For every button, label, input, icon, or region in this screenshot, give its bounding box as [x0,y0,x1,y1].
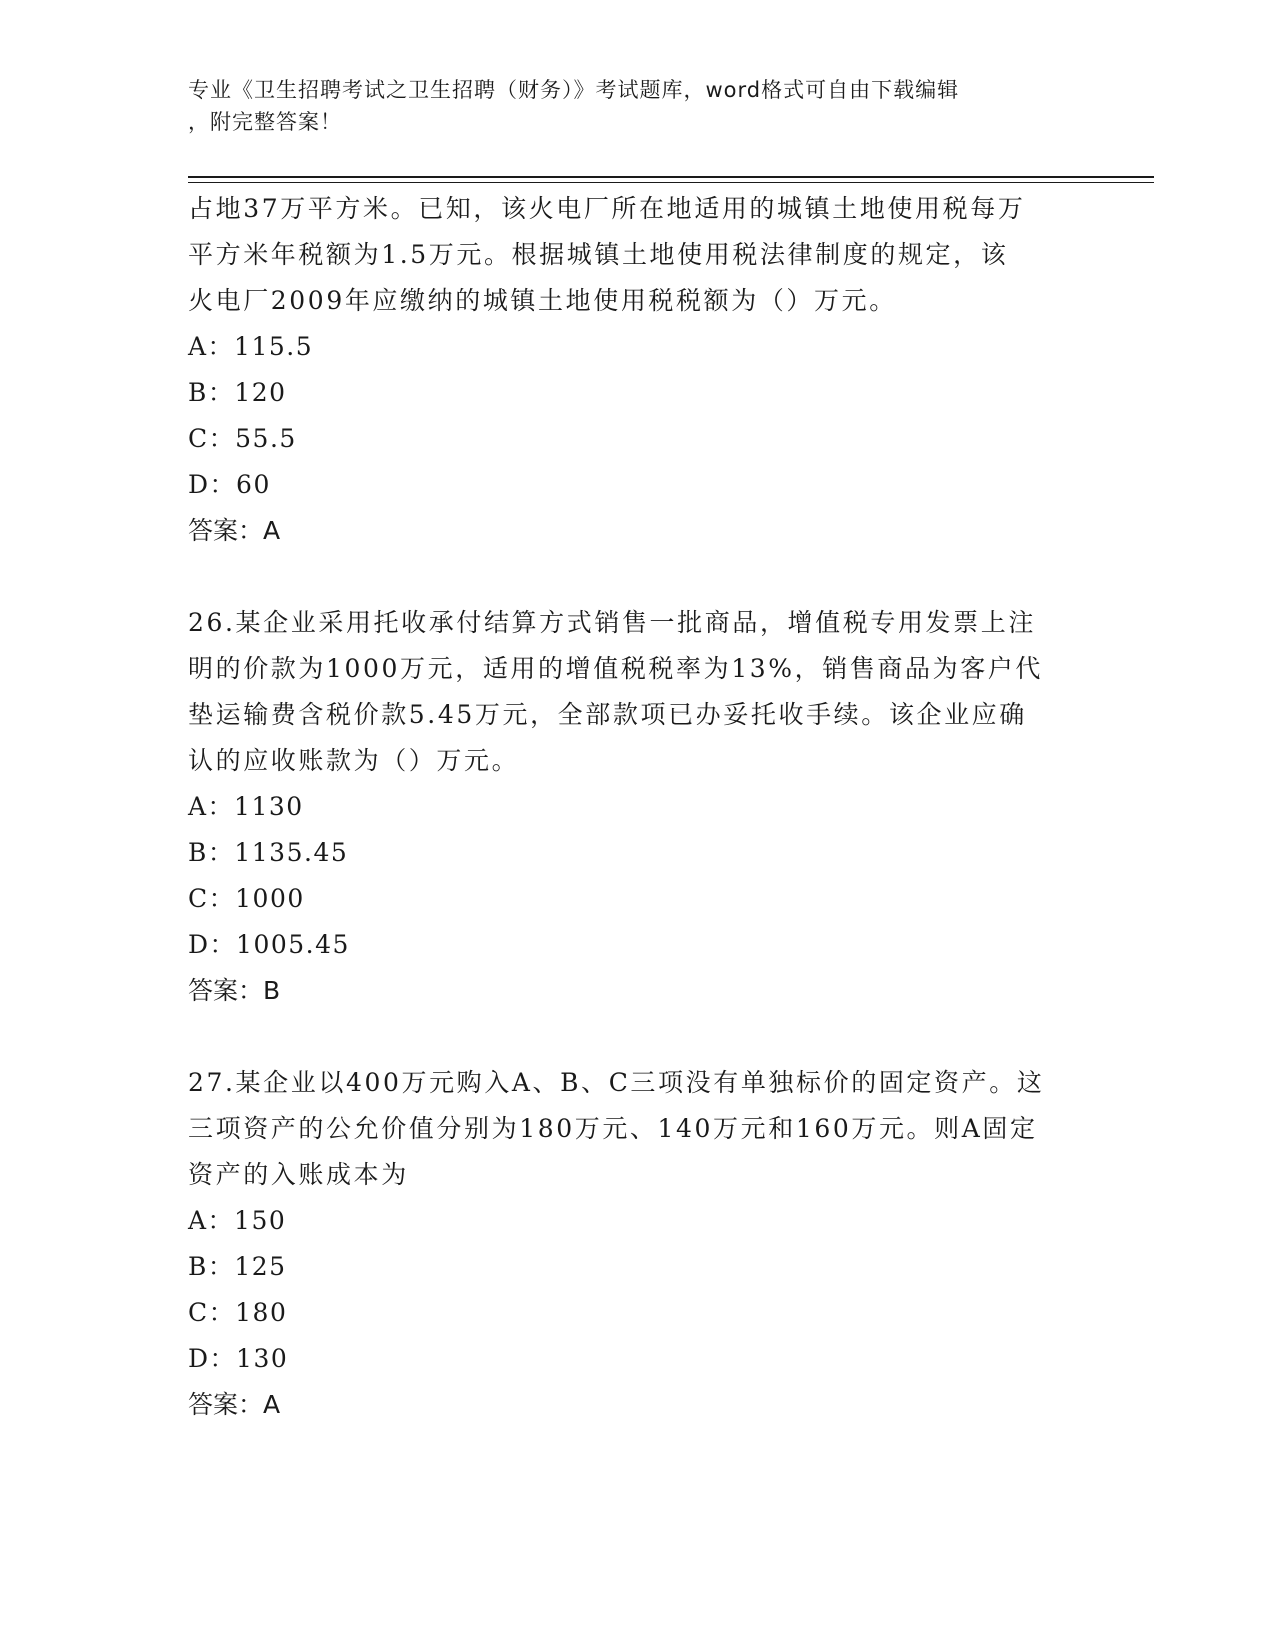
header-line-2: ，附完整答案！ [188,110,342,134]
spacer [188,554,1088,600]
option-a: A：1130 [188,792,304,821]
document-header [188,74,1068,138]
answer-line: 答案：A [188,1390,281,1419]
option-c: C：1000 [188,884,305,913]
question-list [188,186,1088,1428]
option-d: D：60 [188,470,271,499]
option-d: D：130 [188,1344,289,1373]
option-a: A：150 [188,1206,287,1235]
option-c: C：180 [188,1298,288,1327]
question-block [188,1060,1088,1428]
header-rule-thick [188,176,1154,178]
option-c: C：55.5 [188,424,297,453]
question-text: 27.某企业以400万元购入A、B、C三项没有单独标价的固定资产。这 三项资产的公允价值分别为180万元、140万元和160万元。则A固定 资产的入账成本为 [188,1068,1045,1189]
option-b: B：125 [188,1252,287,1281]
question-block [188,600,1088,1014]
option-a: A：115.5 [188,332,314,361]
header-rule-thin [188,182,1154,183]
answer-line: 答案：B [188,976,281,1005]
option-d: D：1005.45 [188,930,350,959]
answer-line: 答案：A [188,516,281,545]
spacer [188,1014,1088,1060]
option-b: B：1135.45 [188,838,349,867]
question-text: 占地37万平方米。已知，该火电厂所在地适用的城镇土地使用税每万 平方米年税额为1.5万元。根据城镇土地使用税法律制度的规定，该 火电厂2009年应缴纳的城镇土地使用税税额为（）万元。 [188,194,1026,315]
option-b: B：120 [188,378,287,407]
header-line-1: 专业《卫生招聘考试之卫生招聘（财务）》考试题库，word格式可自由下载编辑 [188,78,960,102]
question-block [188,186,1088,554]
question-text: 26.某企业采用托收承付结算方式销售一批商品，增值税专用发票上注 明的价款为1000万元，适用的增值税税率为13%，销售商品为客户代 垫运输费含税价款5.45万元，全部款项已办妥托收手续。该企业应确 认的应收账款为（）万元。 [188,608,1043,775]
